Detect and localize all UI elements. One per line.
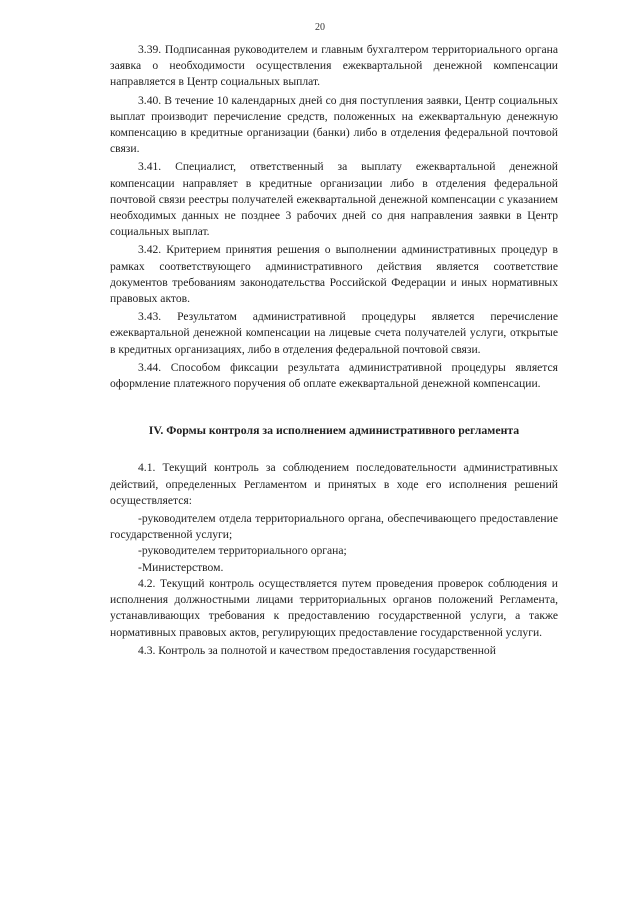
paragraph-3-39: 3.39. Подписанная руководителем и главным бухгалтером территориального органа заявка о необходимости осуществления ежеквартальной денежной компенсации направляется в Центр социальных выплат. <box>110 43 558 89</box>
document-body <box>110 42 558 661</box>
list-item: -Министерством. <box>138 560 224 574</box>
paragraph-3-40: 3.40. В течение 10 календарных дней со дня поступления заявки, Центр социальных выплат производит перечисление средств, положенных на ежеквартальную денежную компенсацию в кредитные организации (банки) либо в отделения федеральной почтовой связи. <box>110 93 558 156</box>
paragraph-3-43: 3.43. Результатом административной процедуры является перечисление ежеквартальной денежной компенсации на лицевые счета получателей услуги, открытые в кредитных организациях, либо в отделения федеральной почтовой связи. <box>110 310 558 356</box>
paragraph-4-2: 4.2. Текущий контроль осуществляется путем проведения проверок соблюдения и исполнения должностными лицами территориальных органов положений Регламента, устанавливающих требования к предоставлению государственной услуги, а также нормативных правовых актов, регулирующих предоставление государственной услуги. <box>110 576 558 639</box>
paragraph-3-44: 3.44. Способом фиксации результата административной процедуры является оформление платежного поручения об оплате ежеквартальной денежной компенсации. <box>110 360 558 391</box>
paragraph-4-1: 4.1. Текущий контроль за соблюдением последовательности административных действий, определенных Регламентом и принятых в ходе его исполнения решений осуществляется: <box>110 461 558 507</box>
paragraph-3-42: 3.42. Критерием принятия решения о выполнении административных процедур в рамках соответствующего административного действия является соответствие документов требованиям законодательства Российской Федерации и иных нормативных правовых актов. <box>110 243 558 306</box>
list-item: -руководителем отдела территориального органа, обеспечивающего предоставление государственной услуги; <box>110 512 558 542</box>
section-heading: IV. Формы контроля за исполнением административного регламента <box>148 423 520 438</box>
paragraph-4-3: 4.3. Контроль за полнотой и качеством предоставления государственной <box>138 643 496 657</box>
list-item: -руководителем территориального органа; <box>138 544 347 558</box>
paragraph-3-41: 3.41. Специалист, ответственный за выплату ежеквартальной денежной компенсации направляет в кредитные организации либо в отделения федеральной почтовой связи реестры получателей ежеквартальной денежной компенсации с указанием необходимых данных не позднее 3 рабочих дней со дня направления заявки в Центр социальных выплат. <box>110 160 558 239</box>
page-number: 20 <box>315 22 325 33</box>
